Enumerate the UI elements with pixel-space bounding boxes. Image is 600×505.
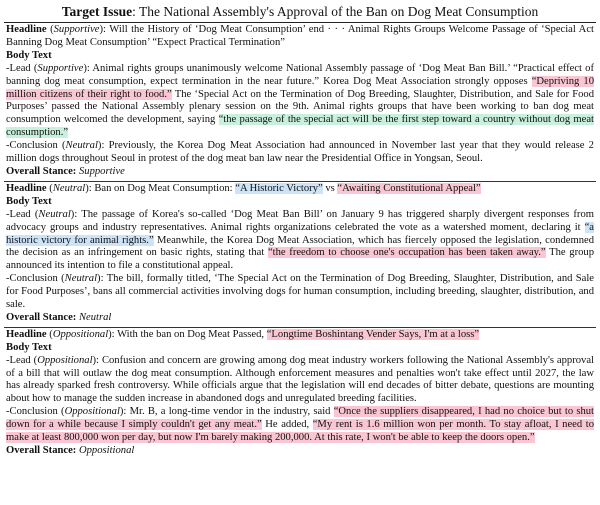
lead-label: -Lead bbox=[6, 62, 31, 74]
lead: -Lead (Supportive): Animal rights groups unanimously welcome National Assembly passage of ‘Dog Meat Ban Bill.’ “Practical effect of banning dog meat consumption, expect termination in the near future.” Korea Dog Meat Association strongly opposes “Depriving 10 million citizens of their right to food.” The ‘Special Act on the Termination of Dog Breeding, Slaughter, Distribution, and Sale for Food Purposes’ passed the National Assembly plenary session on the 9th. Animal rights groups that have been working to ban dog meat consumption welcomed the development, saying “the passage of the special act will be the first step toward a country without dog meat consumption.” bbox=[6, 62, 595, 139]
highlighted-quote: “the freedom to choose one's occupation has been taken away.” bbox=[267, 247, 546, 259]
conclusion-stance: Neutral bbox=[64, 273, 98, 285]
headline-stance: Neutral bbox=[52, 182, 86, 194]
lead-stance: Supportive bbox=[37, 62, 84, 74]
conclusion-label: -Conclusion bbox=[6, 273, 58, 285]
headline: Headline (Supportive): Will the History of ‘Dog Meat Consumption’ end · · · Animal Rights Groups Welcome Passage of ‘Special Act Banning Dog Meat Consumption’ “Expect Practical Termination” bbox=[6, 24, 594, 48]
text-segment: Will the History of ‘Dog Meat Consumption’ end · · · Animal Rights Groups Welcome Passage of ‘Special Act Banning Dog Meat Consumption’ “Expect Practical Termination” bbox=[6, 24, 594, 48]
highlighted-quote: “the passage of the special act will be the first step toward a country without dog meat consumption.” bbox=[6, 114, 594, 139]
text-segment: Confusion and concern are growing among dog meat industry workers following the National Assembly's approval of a bill that will outlaw the dog meat consumption. Although enforcement measures and penalties won't take effect until 2027, the law has already sparked fresh controversy. While officials argue that the legislation will end decades of bitter debate, questions are mounting about how to manage the sudden increase in abandoned dogs and unregulated breeding facilities. bbox=[6, 354, 594, 405]
text-segment: Ban on Dog Meat Consumption: bbox=[94, 182, 236, 194]
highlighted-quote: “Depriving 10 million citizens of their right to food.” bbox=[6, 75, 594, 100]
article-sections bbox=[4, 23, 596, 460]
overall-stance bbox=[6, 166, 594, 179]
headline-label: Headline bbox=[6, 328, 47, 340]
conclusion-label: -Conclusion bbox=[6, 140, 58, 152]
headline: Headline (Oppositional): With the ban on Dog Meat Passed, “Longtime Boshintang Vender Says, I'm at a loss” bbox=[6, 328, 480, 340]
text-segment: The bill, formally titled, ‘The Special Act on the Termination of Dog Breeding, Slaughter, Distribution, and Sale for Food Purposes’, bans all commercial activities involving dogs for human consumption, including breeding, slaughter, distribution, and sale. bbox=[6, 273, 594, 311]
page-title bbox=[4, 4, 596, 23]
text-segment: Animal rights groups unanimously welcome National Assembly passage of ‘Dog Meat Ban Bill.’ “Practical effect of banning dog meat consumption, expect termination in the near future.” Korea Dog Meat Association strongly opposes bbox=[6, 62, 594, 87]
overall-stance-value: Supportive bbox=[78, 165, 125, 177]
lead-label: -Lead bbox=[6, 208, 31, 220]
overall-stance-value: Oppositional bbox=[78, 445, 135, 456]
lead: -Lead (Neutral): The passage of Korea's so-called ‘Dog Meat Ban Bill’ on January 9 has triggered sharply divergent responses from advocacy groups and industry representatives. Animal rights organizations celebrated the vote as a watershed moment, declaring it “a historic victory for animal rights.” Meanwhile, the Korea Dog Meat Association, which has fiercely opposed the legislation, condemned the decision as an infringement on basic rights, stating that “the freedom to choose one's occupation has been taken away.” The group announced its intention to file a constitutional appeal. bbox=[6, 208, 594, 272]
overall-stance bbox=[6, 445, 594, 458]
highlighted-quote: “A Historic Victory” bbox=[235, 182, 323, 194]
text-segment: The ‘Special Act on the Termination of Dog Breeding, Slaughter, Distribution, and Sale for Food Purposes’ passed the National Assembly plenary session on the 9th. Animal rights groups that have been working to ban dog meat consumption welcomed the development, saying bbox=[6, 88, 595, 126]
article-block bbox=[4, 182, 596, 328]
text-segment: Previously, the Korea Dog Meat Association had announced in November last year that they would release 2 million dogs throughout Seoul in protest of the dog meat ban law near the Presidential Office in Yongsan, Seoul. bbox=[6, 140, 594, 165]
headline-label: Headline bbox=[6, 24, 47, 35]
highlighted-quote: “a historic victory for animal rights.” bbox=[6, 221, 594, 246]
overall-stance-label: Overall Stance: bbox=[6, 311, 77, 323]
lead-stance: Oppositional bbox=[37, 354, 93, 366]
headline-stance: Supportive bbox=[53, 24, 100, 35]
headline-label: Headline bbox=[6, 182, 47, 194]
highlighted-quote: “Longtime Boshintang Vender Says, I'm at a loss” bbox=[266, 328, 480, 340]
text-segment: The passage of Korea's so-called ‘Dog Meat Ban Bill’ on January 9 has triggered sharply divergent responses from advocacy groups and industry representatives. Animal rights organizations celebrated the vote as a watershed moment, declaring it bbox=[6, 208, 594, 233]
lead: -Lead (Oppositional): Confusion and concern are growing among dog meat industry workers following the National Assembly's approval of a bill that will outlaw the dog meat consumption. Although enforcement measures and penalties won't take effect until 2027, the law has already sparked fresh controversy. While officials argue that the legislation will end decades of bitter debate, questions are mounting about how to manage the sudden increase in abandoned dogs and unregulated breeding facilities. bbox=[6, 354, 594, 405]
conclusion: -Conclusion (Neutral): The bill, formally titled, ‘The Special Act on the Termination of Dog Breeding, Slaughter, Distribution, and Sale for Food Purposes’, bans all commercial activities involving dogs for human consumption, including breeding, slaughter, distribution, and sale. bbox=[6, 273, 594, 311]
overall-stance-value: Neutral bbox=[78, 311, 112, 323]
lead-stance: Neutral bbox=[38, 208, 71, 220]
overall-stance-label: Overall Stance: bbox=[6, 445, 77, 456]
body-text-label: Body Text bbox=[6, 195, 52, 207]
overall-stance bbox=[6, 312, 594, 325]
overall-stance-label: Overall Stance: bbox=[6, 165, 77, 177]
highlighted-quote: “Awaiting Constitutional Appeal” bbox=[337, 182, 481, 194]
text-segment: He added, bbox=[261, 419, 313, 431]
text-segment: Mr. B, a long-time vendor in the industry, said bbox=[129, 406, 334, 418]
highlighted-quote: “My rent is 1.6 million won per month. To stay afloat, I need to make at least 800,000 won per day, but now I'm barely making 200,000. At this rate, I won't be able to keep the doors open.” bbox=[6, 419, 594, 444]
conclusion: -Conclusion (Oppositional): Mr. B, a long-time vendor in the industry, said “Once the suppliers disappeared, I had no choice but to shut down for a while because I simply couldn't get any meat.” He added, “My rent is 1.6 million won per month. To stay afloat, I need to make at least 800,000 won per day, but now I'm barely making 200,000. At this rate, I won't be able to keep the doors open.” bbox=[6, 406, 595, 444]
article-block bbox=[4, 328, 596, 460]
conclusion: -Conclusion (Neutral): Previously, the Korea Dog Meat Association had announced in November last year that they would release 2 million dogs throughout Seoul in protest of the dog meat ban law near the Presidential Office in Yongsan, Seoul. bbox=[6, 140, 594, 165]
conclusion-stance: Neutral bbox=[65, 140, 98, 152]
title-text: : The National Assembly's Approval of the Ban on Dog Meat Consumption bbox=[132, 4, 539, 19]
article-block bbox=[4, 23, 596, 182]
conclusion-label: -Conclusion bbox=[6, 406, 58, 418]
body-text-label: Body Text bbox=[6, 49, 52, 61]
body-text-label: Body Text bbox=[6, 341, 52, 353]
text-segment: The group announced its intention to file a constitutional appeal. bbox=[6, 247, 594, 272]
conclusion-stance: Oppositional bbox=[64, 406, 120, 418]
title-label: Target Issue bbox=[61, 4, 133, 19]
headline-stance: Oppositional bbox=[52, 328, 109, 340]
text-segment: Meanwhile, the Korea Dog Meat Association, which has fiercely opposed the legislation, condemned the decision as an infringement on basic rights, stating that bbox=[6, 234, 594, 259]
headline: Headline (Neutral): Ban on Dog Meat Consumption: “A Historic Victory” vs “Awaiting Constitutional Appeal” bbox=[6, 182, 481, 194]
lead-label: -Lead bbox=[6, 354, 31, 366]
text-segment: vs bbox=[322, 182, 338, 194]
text-segment: With the ban on Dog Meat Passed, bbox=[117, 328, 267, 340]
highlighted-quote: “Once the suppliers disappeared, I had no choice but to shut down for a while because I simply couldn't get any meat.” bbox=[6, 406, 595, 431]
